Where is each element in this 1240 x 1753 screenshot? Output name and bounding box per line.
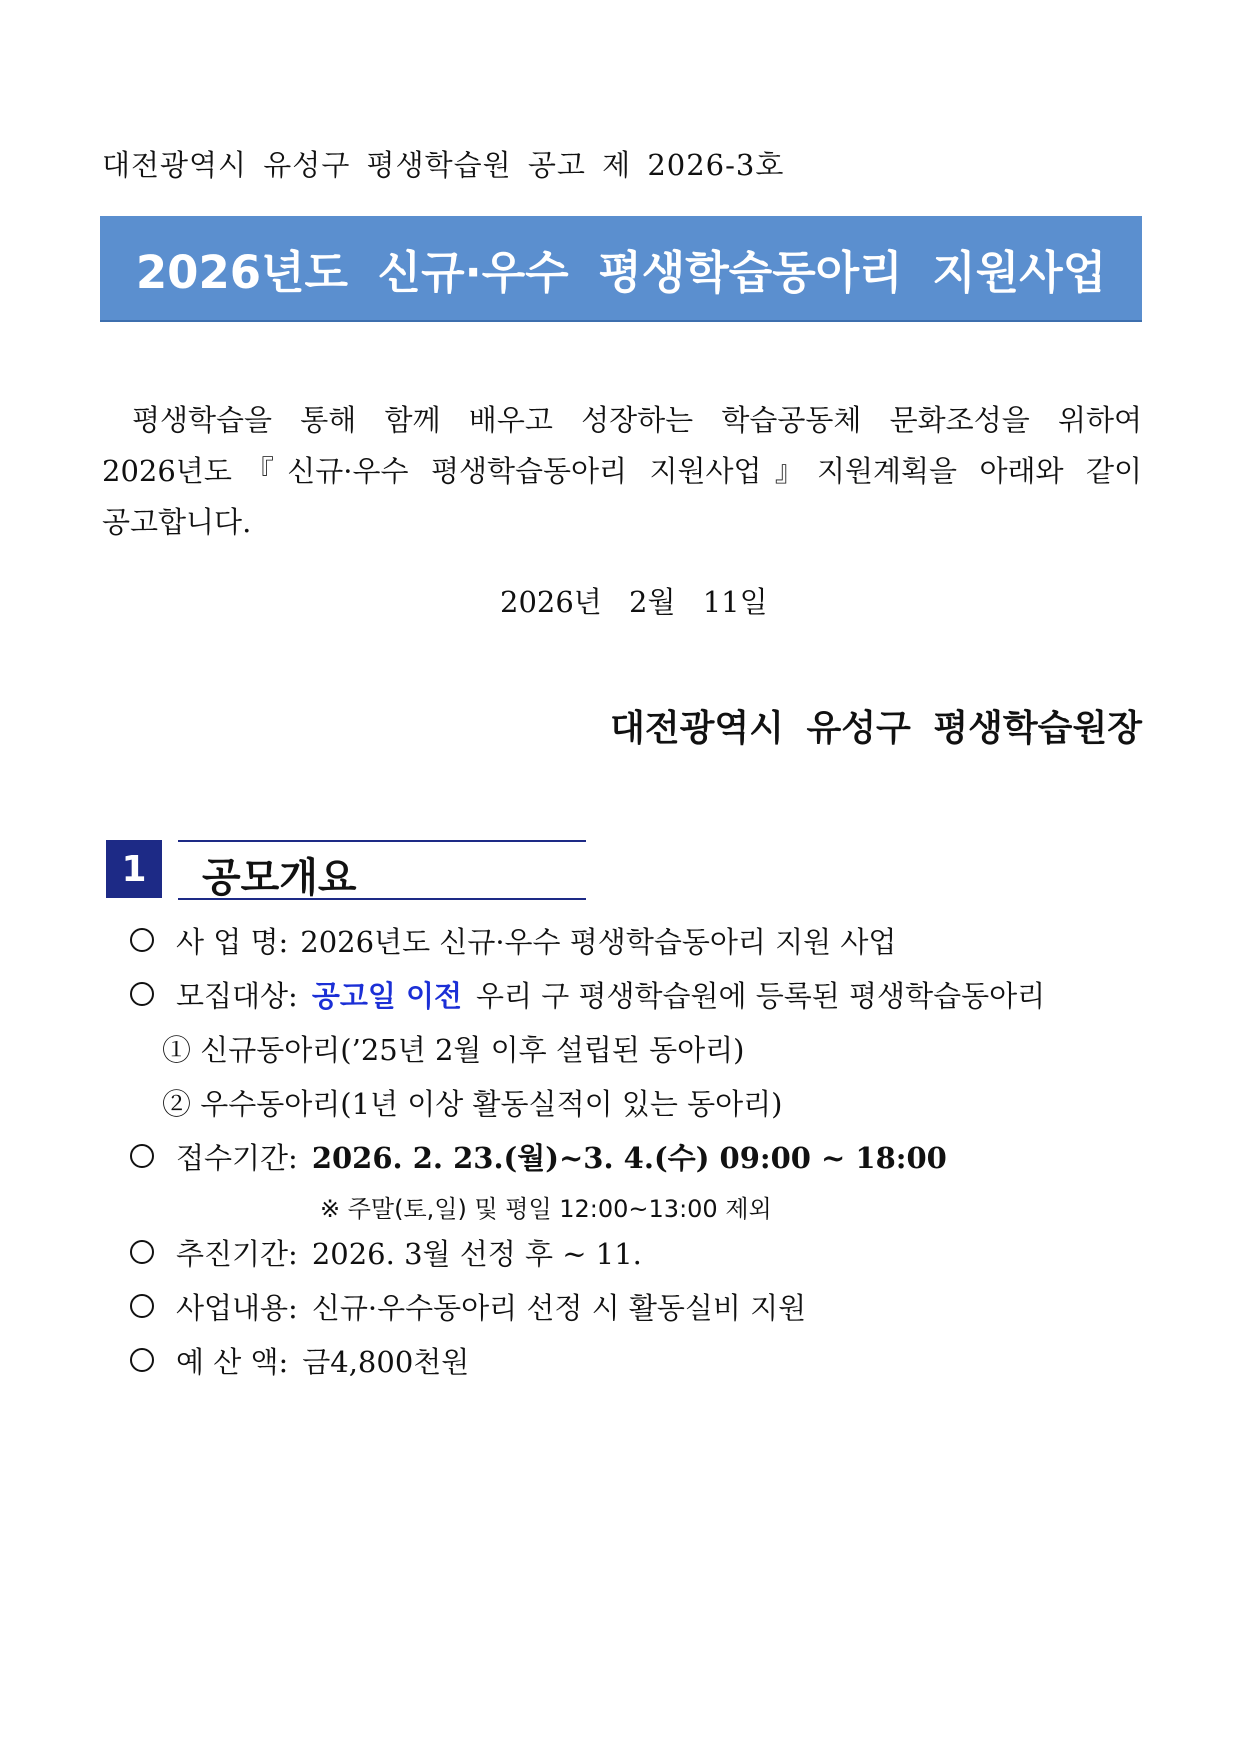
- circle-bullet-icon: [130, 1294, 154, 1318]
- issuer-name: 대전광역시 유성구 평생학습원장: [610, 707, 1142, 749]
- list-item-budget: [130, 1340, 469, 1380]
- notice-date: 2026년 2월 11일: [500, 585, 768, 619]
- item-value: 금4,800천원: [302, 1344, 470, 1379]
- list-item-period: [130, 1232, 642, 1272]
- list-subitem-new-club: ① 신규동아리(’25년 2월 이후 설립된 동아리): [162, 1032, 745, 1067]
- item-value: 2026년도 신규·우수 평생학습동아리 지원 사업: [300, 924, 897, 959]
- item-value: 2026. 2. 23.(월)~3. 4.(수) 09:00 ~ 18:00: [311, 1140, 947, 1175]
- highlight-text: 공고일 이전: [311, 978, 462, 1013]
- circle-bullet-icon: [130, 928, 154, 952]
- section-title-frame: [178, 840, 586, 900]
- intro-paragraph: [102, 395, 1142, 548]
- item-label: 사 업 명:: [176, 924, 289, 959]
- item-value: 2026. 3월 선정 후 ~ 11.: [311, 1236, 642, 1271]
- intro-line-2: 2026년도『신규·우수 평생학습동아리 지원사업』지원계획을 아래와 같이: [102, 454, 1142, 488]
- list-item-project-name: [130, 920, 896, 960]
- section-number-badge: 1: [106, 840, 162, 898]
- list-item-content: [130, 1286, 806, 1326]
- section-title: 공모개요: [202, 855, 357, 901]
- item-label: 추진기간:: [176, 1236, 298, 1271]
- document-title: 2026년도 신규·우수 평생학습동아리 지원사업: [135, 245, 1107, 299]
- list-item-reception: [130, 1136, 947, 1176]
- circle-bullet-icon: [130, 1240, 154, 1264]
- item-label: 접수기간:: [176, 1140, 298, 1175]
- list-item-target: [130, 974, 1045, 1014]
- item-value: 신규·우수동아리 선정 시 활동실비 지원: [311, 1290, 807, 1325]
- intro-line-3: 공고합니다.: [102, 505, 252, 539]
- section-heading: [106, 840, 586, 900]
- intro-line-1: 평생학습을 통해 함께 배우고 성장하는 학습공동체 문화조성을 위하여: [132, 403, 1142, 437]
- title-banner: [100, 216, 1142, 322]
- reception-note: ※ 주말(토,일) 및 평일 12:00~13:00 제외: [320, 1194, 772, 1223]
- circle-bullet-icon: [130, 982, 154, 1006]
- circle-bullet-icon: [130, 1144, 154, 1168]
- item-label: 예 산 액:: [176, 1344, 289, 1379]
- circle-bullet-icon: [130, 1348, 154, 1372]
- item-value: 우리 구 평생학습원에 등록된 평생학습동아리: [476, 978, 1046, 1013]
- item-label: 사업내용:: [176, 1290, 298, 1325]
- item-label: 모집대상:: [176, 978, 298, 1013]
- notice-number: 대전광역시 유성구 평생학습원 공고 제 2026-3호: [102, 148, 785, 182]
- list-subitem-excellent-club: ② 우수동아리(1년 이상 활동실적이 있는 동아리): [162, 1086, 783, 1121]
